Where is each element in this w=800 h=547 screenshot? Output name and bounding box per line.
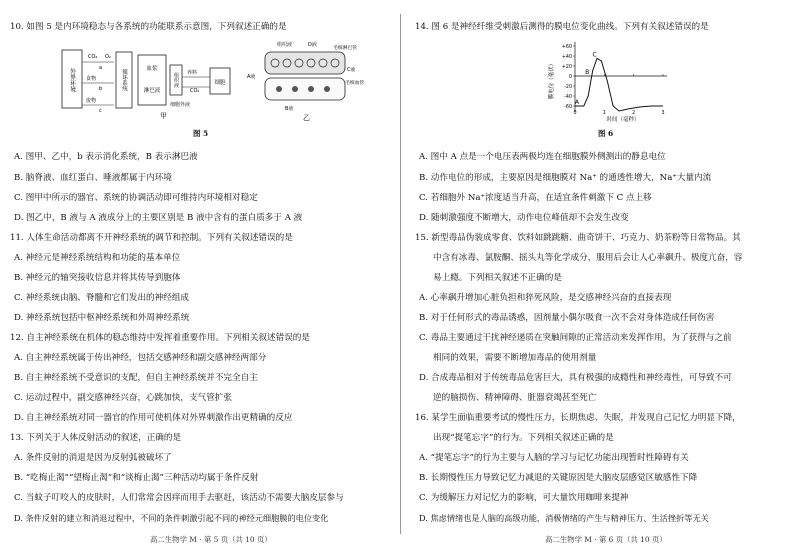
co2-out-label: CO₂ <box>190 88 200 94</box>
q12-option-c: C. 运动过程中，副交感神经兴奋，心跳加快，支气管扩张 <box>14 393 232 403</box>
q15-option-b: B. 对于任何形式的毒品诱惑，因剂量小偶尔吸食一次不会对身体造成任何伤害 <box>419 313 715 323</box>
q13-option-a: A. 条件反射的消退是因为反射弧被破坏了 <box>14 453 172 463</box>
q11-stem: 11. 人体生命活动都离不开神经系统的调节和控制。下列有关叙述错误的是 <box>10 233 293 243</box>
q16-stem-line-1: 16. 某学生面临重要考试的慢性压力，长期焦虑、失眠，并发现自己记忆力明显下降， <box>415 413 741 423</box>
q10-stem: 10. 如图 5 是内环境稳态与各系统的功能联系示意图，下列叙述正确的是 <box>10 22 287 32</box>
q15-stem-line-2: 中含有冰毒、氯胺酮、摇头丸等化学成分，服用后会让人心率飙升、极度亢奋，容 <box>433 253 743 263</box>
blood-cell-4 <box>324 86 330 92</box>
chart-xlabel: 时间（毫秒） <box>606 117 640 123</box>
q13-stem: 13. 下列关于人体反射活动的叙述，正确的是 <box>10 433 182 443</box>
c-fluid-label: C液 <box>347 68 356 73</box>
q10-option-d: D. 图乙中，B 液与 A 液成分上的主要区别是 B 液中含有的蛋白质多于 A 液 <box>14 213 303 223</box>
y-tick-label: +20 <box>561 64 572 70</box>
right-footer: 高二生物学 M · 第 6 页（共 10 页） <box>545 535 667 544</box>
q11-option-b: B. 神经元的轴突接收信息并将其传导到胞体 <box>14 273 181 283</box>
y-tick-label: 0 <box>568 74 572 80</box>
y-tick-label: +60 <box>561 44 572 50</box>
point-label-b: B <box>585 69 590 76</box>
o2-label: O₂ <box>105 54 111 60</box>
co2-label: CO₂ <box>88 54 98 60</box>
tissue-label: 组织液 <box>173 72 179 88</box>
capillary-label: 毛细淋巴管 <box>333 46 357 51</box>
q13-option-b: B. “吃梅止渴”“望梅止渴”和“谈梅止渴”三种活动均属于条件反射 <box>14 473 259 483</box>
q16-option-b: B. 长期慢性压力导致记忆力减退的关键原因是大脑皮层感觉区敏感性下降 <box>419 473 698 483</box>
figure-6-caption: 图 6 <box>598 129 614 138</box>
figure-5-caption: 图 5 <box>193 129 209 138</box>
label-b: b <box>99 86 103 92</box>
q11-option-c: C. 神经系统由脑、脊髓和它们发出的神经组成 <box>14 293 190 303</box>
column-divider <box>400 14 401 534</box>
label-c: c <box>99 108 102 114</box>
blood-box <box>138 55 166 105</box>
x-tick-label: 3 <box>661 111 665 116</box>
blood-cell-3 <box>308 86 314 92</box>
x-tick-label: 2 <box>632 111 636 116</box>
b-fluid-label: B液 <box>285 106 294 112</box>
y-tick-label: -20 <box>564 84 572 90</box>
q15-stem-line-3: 易上瘾。下列相关叙述不正确的是 <box>433 273 562 283</box>
lymph-label: 淋巴液 <box>143 88 161 94</box>
q16-option-a: A. “提笔忘字”的行为主要与人脑的学习与记忆功能出现暂时性障碍有关 <box>419 453 689 463</box>
q14-option-b: B. 动作电位的形成，主要原因是细胞膜对 Na⁺ 的通透性增大，Na⁺大量内流 <box>419 173 712 183</box>
label-a: a <box>99 65 103 71</box>
q15-option-d: D. 合成毒品相对于传统毒品危害巨大，具有极强的成瘾性和神经毒性，可导致不可 <box>419 373 732 383</box>
q10-option-b: B. 脑脊液、血红蛋白、唾液都属于内环境 <box>14 173 172 183</box>
q14-option-c: C. 若细胞外 Na⁺浓度适当升高，在适宜条件刺激下 C 点上移 <box>419 193 652 203</box>
left-footer: 高二生物学 M · 第 5 页（共 10 页） <box>150 535 272 544</box>
resp-label: 循环系统 <box>121 69 127 91</box>
x-tick-label: 1 <box>602 111 606 116</box>
left-page <box>0 0 392 547</box>
q14-option-a: A. 图中 A 点是一个电压表两极均连在细胞膜外侧测出的静息电位 <box>419 152 666 162</box>
tissue-fluid-label: 组织液 <box>277 42 293 48</box>
q15-stem-line-1: 15. 新型毒品伪装成零食、饮料如跳跳糖、曲奇饼干、巧克力、奶茶粉等日常物品。其 <box>415 233 741 243</box>
figure-5a <box>60 40 235 120</box>
right-page <box>405 0 797 547</box>
panel-b-label: 乙 <box>303 114 310 122</box>
y-tick-label: -40 <box>564 94 572 100</box>
point-label-a: A <box>574 99 579 106</box>
q13-option-d: D. 条件反射的建立和消退过程中，不同的条件刺激引起不同的神经元细胞膜的电位变化 <box>14 513 329 523</box>
q14-stem: 14. 图 6 是神经纤维受刺激后测得的膜电位变化曲线。下列有关叙述错误的是 <box>415 22 709 32</box>
d-fluid-label: D液 <box>308 42 317 48</box>
cell-layer <box>265 52 345 74</box>
y-tick-label: -60 <box>564 104 572 110</box>
point-label-c: C <box>592 51 597 59</box>
waste-label: 废物 <box>86 98 97 104</box>
q16-option-c: C. 为缓解压力对记忆力的影响，可大量饮用咖啡来提神 <box>419 493 629 503</box>
membrane-potential-chart <box>545 38 675 123</box>
cell-label: 细胞 <box>214 80 226 86</box>
q15-option-a: A. 心率飙升增加心脏负担和猝死风险，是交感神经兴奋的直接表现 <box>419 293 672 303</box>
chart-ylabel: 膜电位（毫伏） <box>549 60 555 100</box>
y-tick-label: +40 <box>561 54 572 60</box>
vessel-label: 毛细血管 <box>345 81 365 86</box>
nutrient-label: 养料 <box>187 70 198 76</box>
figure-5b <box>245 38 365 123</box>
blood-cell-1 <box>276 86 282 92</box>
potential-curve <box>575 59 663 112</box>
a-fluid-label: A液 <box>247 74 256 80</box>
q11-option-a: A. 神经元是神经系统结构和功能的基本单位 <box>14 253 181 263</box>
q12-stem: 12. 自主神经系统在机体的稳态维持中发挥着重要作用。下列相关叙述错误的是 <box>10 333 310 343</box>
blood-cell-2 <box>292 86 298 92</box>
out-fluid-label: 细胞外液 <box>170 102 191 108</box>
q15-option-c-cont: 相同的效果，需要不断增加毒品的使用剂量 <box>433 353 597 363</box>
q12-option-d: D. 自主神经系统对同一器官的作用可使机体对外界刺激作出更精确的反应 <box>14 413 293 423</box>
food-label: 食物 <box>86 76 97 82</box>
q10-option-a: A. 图甲、乙中，b 表示消化系统，B 表示淋巴液 <box>14 152 198 162</box>
q15-option-d-cont: 逆的脑损伤、精神障碍、脏器衰竭甚至死亡 <box>433 393 597 403</box>
q14-option-d: D. 随刺激强度不断增大，动作电位峰值却不会发生改变 <box>419 213 629 223</box>
panel-a-label: 甲 <box>160 112 167 120</box>
q13-option-c: C. 当蚊子叮咬人的皮肤时，人们常常会因痒而用手去驱赶，该活动不需要大脑皮层参与 <box>14 493 344 503</box>
plasma-label: 血浆 <box>146 66 158 72</box>
q16-option-d: D. 焦虑情绪也是人脑的高级功能，消极情绪的产生与精神压力、生活挫折等无关 <box>419 513 709 523</box>
x-tick-label: 0 <box>573 111 577 116</box>
q12-option-b: B. 自主神经系统不受意识的支配，但自主神经系统并不完全自主 <box>14 373 258 383</box>
q15-option-c: C. 毒品主要通过干扰神经递质在突触间隙的正常活动来发挥作用，为了获得与之前 <box>419 333 732 343</box>
ext-env-label: 外界环境 <box>68 68 76 92</box>
q10-option-c: C. 图甲中所示的器官、系统的协调活动即可维持内环境相对稳定 <box>14 193 258 203</box>
q16-stem-line-2: 出现“提笔忘字”的行为。下列相关叙述正确的是 <box>433 433 614 443</box>
q11-option-d: D. 神经系统包括中枢神经系统和外周神经系统 <box>14 313 190 323</box>
q12-option-a: A. 自主神经系统属于传出神经，包括交感神经和副交感神经两部分 <box>14 353 267 363</box>
